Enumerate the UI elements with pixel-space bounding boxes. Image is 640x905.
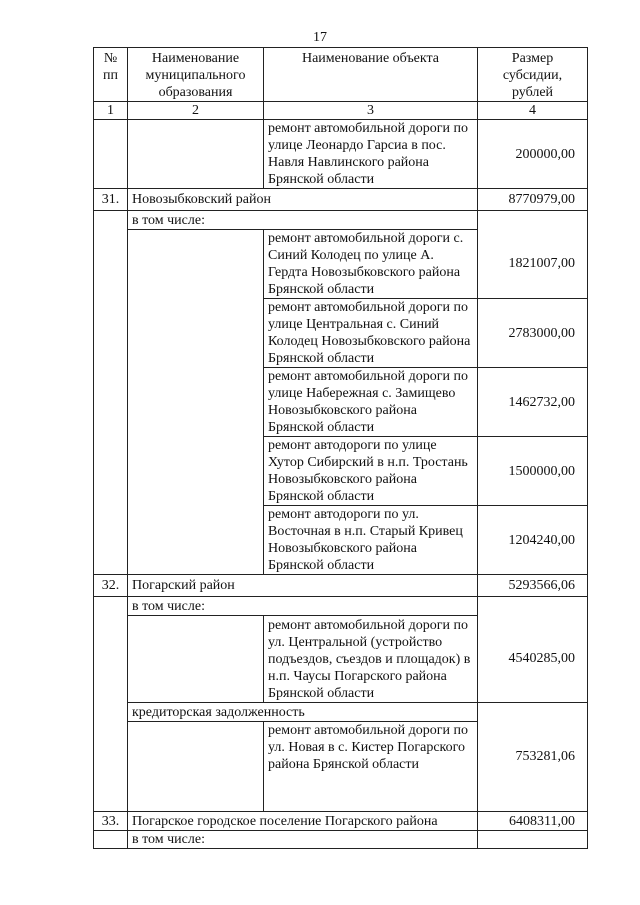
- subsidy-amount: 753281,06: [478, 722, 588, 792]
- subsidy-amount: 1462732,00: [478, 368, 588, 437]
- column-number: 3: [264, 102, 478, 120]
- object-name: ремонт автодороги по улице Хутор Сибирский в н.п. Тростань Новозыбковского района Брянской области: [264, 437, 478, 506]
- table-row: [94, 722, 588, 792]
- row-number: 33.: [94, 812, 128, 831]
- subsidy-amount: 1204240,00: [478, 506, 588, 575]
- object-name: ремонт автомобильной дороги с. Синий Колодец по улице А. Гердта Новозыбковского района Брянской области: [264, 230, 478, 299]
- including-label: в том числе:: [128, 211, 478, 230]
- district-name: Погарское городское поселение Погарского района: [128, 812, 478, 831]
- row-number: 32.: [94, 575, 128, 597]
- including-label: в том числе:: [128, 831, 478, 849]
- header-row: [94, 48, 588, 102]
- including-label: в том числе:: [128, 597, 478, 616]
- district-name: Новозыбковский район: [128, 189, 478, 211]
- subsidy-amount: 200000,00: [478, 120, 588, 189]
- district-total: 6408311,00: [478, 812, 588, 831]
- object-name: ремонт автомобильной дороги по ул. Центральной (устройство подъездов, съездов и площадок) в н.п. Чаусы Погарского района Брянской области: [264, 616, 478, 703]
- table-row: [94, 120, 588, 189]
- column-number: 4: [478, 102, 588, 120]
- column-number-row: [94, 102, 588, 120]
- table-row: [94, 230, 588, 299]
- subheader-row: [94, 211, 588, 230]
- object-name: ремонт автомобильной дороги по улице Леонардо Гарсиа в пос. Навля Навлинского района Брянской области: [264, 120, 478, 189]
- subheader-row: [94, 831, 588, 849]
- object-name: ремонт автомобильной дороги по улице Центральная с. Синий Колодец Новозыбковского района Брянской области: [264, 299, 478, 368]
- subheader-row: [94, 597, 588, 616]
- district-total: 8770979,00: [478, 189, 588, 211]
- object-name: ремонт автодороги по ул. Восточная в н.п. Старый Кривец Новозыбковского района Брянской области: [264, 506, 478, 575]
- subsidy-amount: 1821007,00: [478, 230, 588, 299]
- page-number: 17: [313, 30, 327, 45]
- subsidy-amount: 1500000,00: [478, 437, 588, 506]
- header-number: № пп: [94, 48, 128, 102]
- subsidy-table: [93, 47, 588, 849]
- subsidy-amount: 4540285,00: [478, 616, 588, 703]
- subheader-row: [94, 703, 588, 722]
- header-object: Наименование объекта: [264, 48, 478, 102]
- district-row: [94, 575, 588, 597]
- subsidy-amount: 2783000,00: [478, 299, 588, 368]
- header-municipality: Наименование муниципального образования: [128, 48, 264, 102]
- district-total: 5293566,06: [478, 575, 588, 597]
- table-row: [94, 616, 588, 703]
- debt-label: кредиторская задолженность: [128, 703, 478, 722]
- district-name: Погарский район: [128, 575, 478, 597]
- district-row: [94, 812, 588, 831]
- header-subsidy: Размер субсидии, рублей: [478, 48, 588, 102]
- object-name: ремонт автомобильной дороги по ул. Новая в с. Кистер Погарского района Брянской области: [264, 722, 478, 792]
- column-number: 1: [94, 102, 128, 120]
- object-name: ремонт автомобильной дороги по улице Набережная с. Замищево Новозыбковского района Брянской области: [264, 368, 478, 437]
- row-number: 31.: [94, 189, 128, 211]
- district-row: [94, 189, 588, 211]
- column-number: 2: [128, 102, 264, 120]
